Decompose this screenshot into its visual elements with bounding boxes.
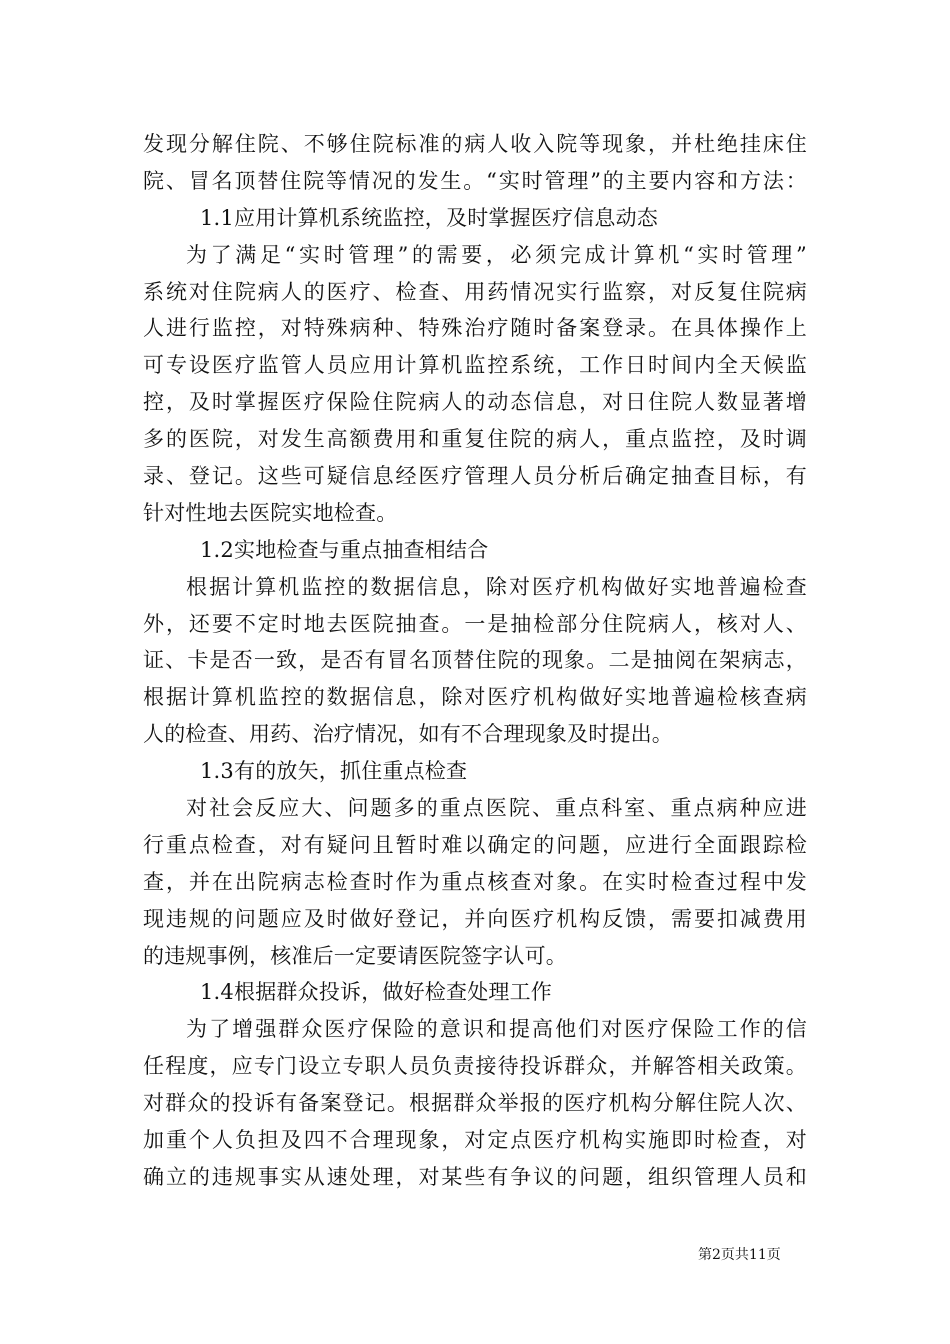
text-line: 确立的违规事实从速处理，对某些有争议的问题，组织管理人员和	[143, 1164, 807, 1189]
text-line: 的违规事例，核准后一定要请医院签字认可。	[143, 943, 567, 968]
text-line: 为了满足“实时管理”的需要，必须完成计算机“实时管理”	[186, 242, 807, 267]
text-line: 加重个人负担及四不合理现象，对定点医疗机构实施即时检查，对	[143, 1128, 807, 1153]
text-line: 外，还要不定时地去医院抽查。一是抽检部分住院病人，核对人、	[143, 611, 807, 636]
text-line: 发现分解住院、不够住院标准的病人收入院等现象，并杜绝挂床住	[143, 132, 807, 156]
text-line: 根据计算机监控的数据信息，除对医疗机构做好实地普遍检查	[186, 574, 807, 599]
text-line: 院、冒名顶替住院等情况的发生。“实时管理”的主要内容和方法：	[143, 168, 807, 193]
section-heading-1-2: 1.2实地检查与重点抽查相结合	[200, 537, 489, 562]
document-body	[143, 126, 807, 1196]
text-line: 任程度，应专门设立专职人员负责接待投诉群众，并解答相关政策。	[143, 1054, 807, 1079]
text-line: 控，及时掌握医疗保险住院病人的动态信息，对日住院人数显著增	[143, 390, 807, 415]
text-line: 现违规的问题应及时做好登记，并向医疗机构反馈，需要扣减费用	[143, 906, 807, 931]
text-line: 针对性地去医院实地检查。	[143, 500, 398, 525]
text-line: 可专设医疗监管人员应用计算机监控系统，工作日时间内全天候监	[143, 353, 807, 378]
text-line: 为了增强群众医疗保险的意识和提高他们对医疗保险工作的信	[186, 1017, 807, 1042]
text-line: 人进行监控，对特殊病种、特殊治疗随时备案登录。在具体操作上	[143, 316, 807, 341]
text-line: 证、卡是否一致，是否有冒名顶替住院的现象。二是抽阅在架病志，	[143, 648, 807, 673]
section-heading-1-3: 1.3有的放矢，抓住重点检查	[200, 759, 468, 784]
text-line: 系统对住院病人的医疗、检查、用药情况实行监察，对反复住院病	[143, 279, 807, 304]
text-line: 人的检查、用药、治疗情况，如有不合理现象及时提出。	[143, 722, 673, 747]
text-line: 根据计算机监控的数据信息，除对医疗机构做好实地普遍检核查病	[143, 685, 807, 710]
text-line: 录、登记。这些可疑信息经医疗管理人员分析后确定抽查目标，有	[143, 464, 807, 489]
section-heading-1-4: 1.4根据群众投诉，做好检查处理工作	[200, 980, 552, 1005]
text-line: 多的医院，对发生高额费用和重复住院的病人，重点监控，及时调	[143, 427, 807, 452]
text-line: 对社会反应大、问题多的重点医院、重点科室、重点病种应进	[186, 796, 807, 821]
section-heading-1-1: 1.1应用计算机系统监控，及时掌握医疗信息动态	[200, 205, 658, 230]
text-line: 行重点检查，对有疑问且暂时难以确定的问题，应进行全面跟踪检	[143, 832, 807, 857]
text-line: 对群众的投诉有备案登记。根据群众举报的医疗机构分解住院人次、	[143, 1091, 807, 1116]
text-line: 查，并在出院病志检查时作为重点核查对象。在实时检查过程中发	[143, 869, 807, 894]
page-number: 第2页共11页	[698, 1247, 781, 1263]
